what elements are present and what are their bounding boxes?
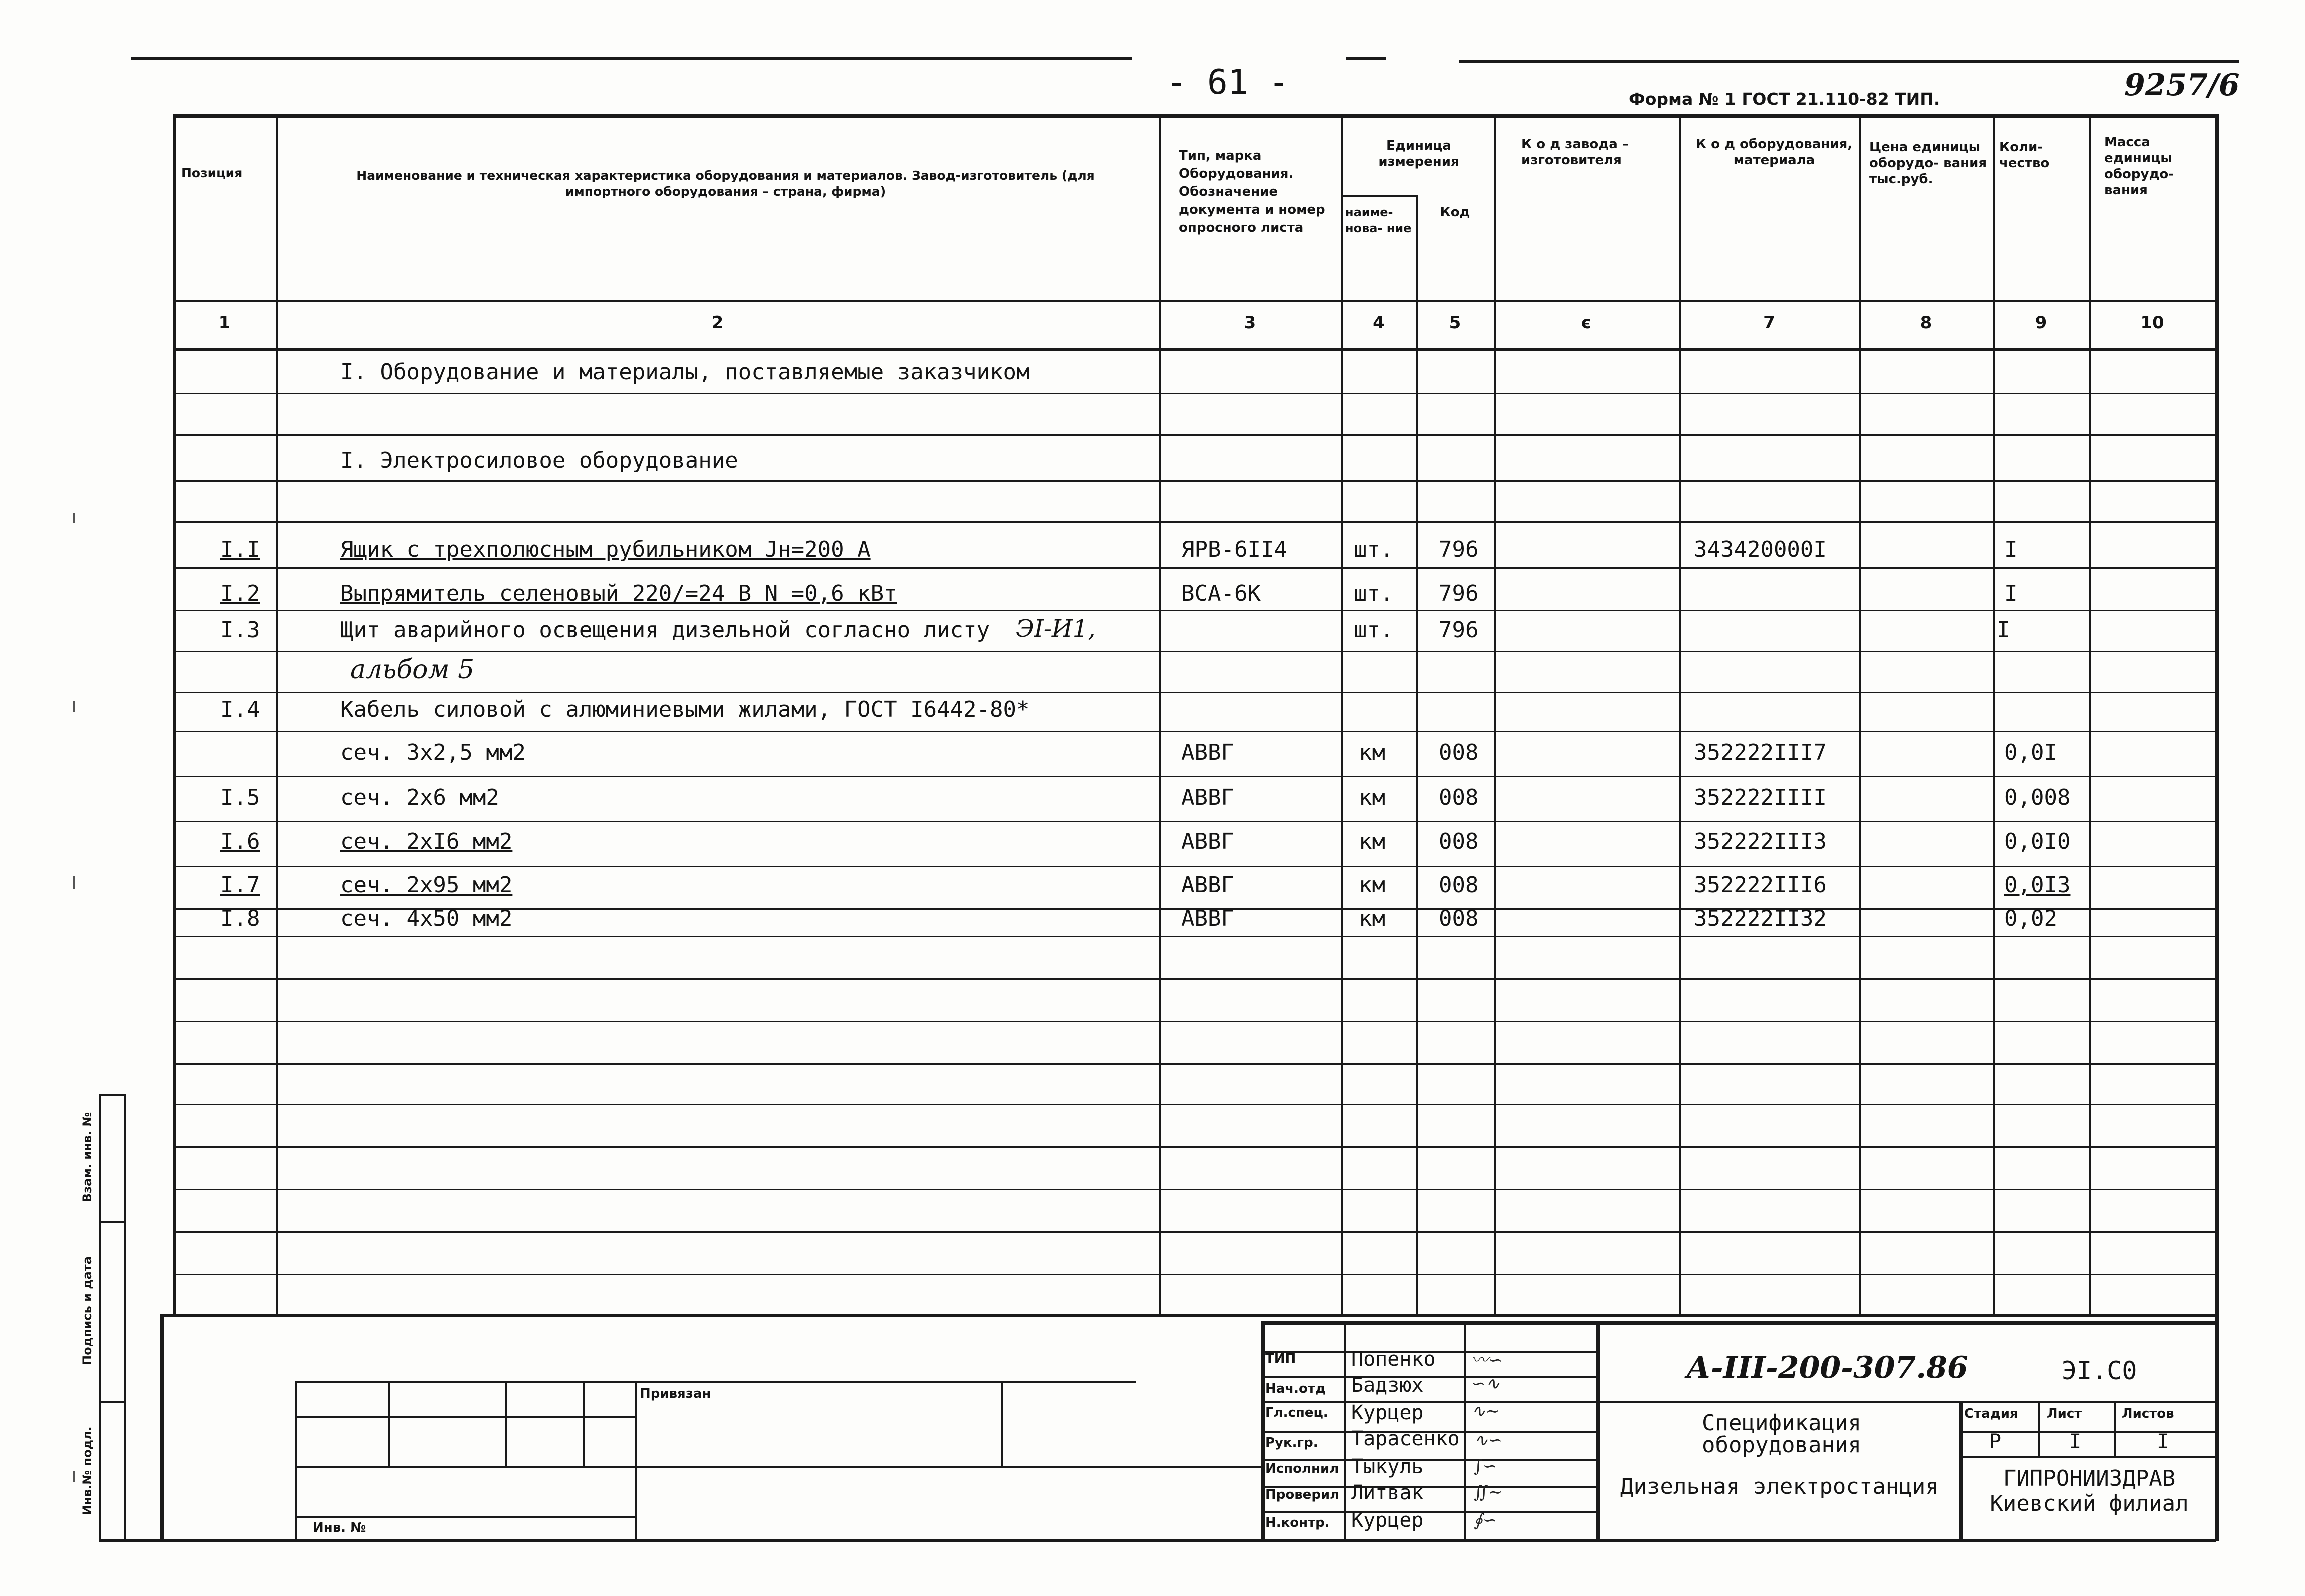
side-inv-orig: Инв.№ подл. bbox=[80, 1426, 94, 1515]
document-title: Спецификация оборудования bbox=[1702, 1410, 1861, 1458]
colnum-8: 8 bbox=[1920, 313, 1932, 333]
col10-header: Масса единицы оборудо- вания bbox=[2104, 135, 2174, 198]
table-right-border bbox=[2215, 114, 2219, 1315]
scan-mark bbox=[73, 513, 75, 523]
staff-name: Тарасенко bbox=[1351, 1427, 1460, 1450]
row-unit-code: 008 bbox=[1439, 740, 1479, 765]
table-bottom-border bbox=[160, 1314, 2215, 1317]
staff-role: Нач.отд bbox=[1265, 1381, 1326, 1396]
colnum-3: 3 bbox=[1244, 313, 1256, 333]
stage-label: Стадия bbox=[1964, 1406, 2018, 1421]
row-equipment-code: 352222III3 bbox=[1694, 829, 1827, 854]
staff-name: Курцер bbox=[1351, 1401, 1424, 1424]
row-position: I.2 bbox=[220, 581, 260, 606]
staff-name: Бадзюх bbox=[1351, 1374, 1424, 1397]
organization-line-2: Киевский филиал bbox=[1990, 1491, 2189, 1516]
document-mark: ЭI.С0 bbox=[2062, 1356, 2137, 1385]
row-unit-code: 008 bbox=[1439, 829, 1479, 854]
staff-name: Тыкуль bbox=[1351, 1455, 1424, 1478]
stage-value: Р bbox=[1989, 1430, 2002, 1453]
row-position: I.4 bbox=[220, 697, 260, 722]
scan-mark bbox=[73, 701, 75, 712]
table-left-border bbox=[173, 114, 176, 1315]
signature: ∿∼ bbox=[1471, 1401, 1500, 1421]
row-type: АВВГ bbox=[1181, 872, 1234, 898]
staff-role: Рук.гр. bbox=[1265, 1435, 1318, 1450]
unit-group-split bbox=[1341, 195, 1416, 197]
row-position: I.3 bbox=[220, 617, 260, 643]
row-quantity: 0,008 bbox=[2004, 785, 2071, 810]
row-position: I.5 bbox=[220, 785, 260, 810]
sheet-value: I bbox=[2069, 1430, 2082, 1453]
staff-name: Литвак bbox=[1351, 1481, 1424, 1504]
organization-name bbox=[1964, 1466, 2214, 1516]
row-type: АВВГ bbox=[1181, 906, 1234, 931]
side-replace-inv: Взам. инв. № bbox=[80, 1112, 94, 1203]
row-quantity: I bbox=[1997, 617, 2010, 643]
row-quantity: I bbox=[2004, 581, 2018, 606]
staff-name: Попенко bbox=[1351, 1348, 1436, 1371]
row-unit: км bbox=[1359, 785, 1385, 810]
row-name-handwritten: ЭI-И1, bbox=[1016, 615, 1096, 643]
col6-header: К о д завода – изготовителя bbox=[1521, 137, 1629, 168]
form-header: Форма № 1 ГОСТ 21.110-82 ТИП. bbox=[1629, 89, 1940, 109]
section-sub-heading: I. Электросиловое оборудование bbox=[340, 448, 738, 473]
privyazan-label: Привязан bbox=[640, 1386, 711, 1401]
sheets-value: I bbox=[2157, 1430, 2169, 1453]
side-sign-date: Подпись и дата bbox=[80, 1256, 94, 1365]
signature: 〰∽ bbox=[1471, 1350, 1503, 1370]
row-name: сеч. 2хI6 мм2 bbox=[340, 829, 513, 854]
colnum-10: 10 bbox=[2140, 313, 2164, 333]
colnum-5: 5 bbox=[1449, 313, 1461, 333]
signature: ∫∽ bbox=[1474, 1456, 1497, 1476]
inv-no-label: Инв. № bbox=[313, 1520, 366, 1535]
row-name: Ящик с трехполюсным рубильником Jн=200 А bbox=[340, 537, 871, 562]
staff-name: Курцер bbox=[1351, 1509, 1424, 1532]
col3-header: Тип, марка Оборудования. Обозначение документа и номер опросного листа bbox=[1179, 148, 1325, 235]
row-type: ЯРВ-6II4 bbox=[1181, 537, 1287, 562]
row-unit-code: 008 bbox=[1439, 906, 1479, 931]
colnum-1: 1 bbox=[218, 313, 231, 333]
row-type: ВСА-6К bbox=[1181, 581, 1261, 606]
colnum-2: 2 bbox=[711, 313, 724, 333]
row-name: Выпрямитель селеновый 220/=24 В N =0,6 кВт bbox=[340, 581, 897, 606]
colnum-bottom-line bbox=[173, 348, 2215, 351]
row-position: I.I bbox=[220, 537, 260, 562]
col2-header: Наименование и техническая характеристика оборудования и материалов. Завод-изготовитель (для импортного оборудования – страна, фирма) bbox=[356, 168, 1095, 199]
row-equipment-code: 352222II32 bbox=[1694, 906, 1827, 931]
top-rule-mid bbox=[1346, 57, 1386, 60]
staff-role: ТИП bbox=[1265, 1351, 1296, 1366]
page-bottom-border bbox=[99, 1539, 2216, 1542]
colnum-6: є bbox=[1581, 313, 1592, 333]
row-name: сеч. 2х95 мм2 bbox=[340, 872, 513, 898]
colnum-9: 9 bbox=[2035, 313, 2047, 333]
row-unit: км bbox=[1359, 829, 1385, 854]
row-equipment-code: 352222III7 bbox=[1694, 740, 1827, 765]
row-position: I.8 bbox=[220, 906, 260, 931]
row-name: сеч. 2х6 мм2 bbox=[340, 785, 499, 810]
row-quantity: 0,0I3 bbox=[2004, 872, 2071, 898]
row-quantity: 0,02 bbox=[2004, 906, 2057, 931]
section-main-heading: I. Оборудование и материалы, поставляемые заказчиком bbox=[340, 359, 1030, 385]
signature: ∽∿ bbox=[1471, 1374, 1500, 1394]
row-unit-code: 796 bbox=[1439, 617, 1479, 643]
row-unit-code: 796 bbox=[1439, 581, 1479, 606]
row-equipment-code: 343420000I bbox=[1694, 537, 1827, 562]
row-unit: шт. bbox=[1354, 537, 1394, 562]
row-position: I.6 bbox=[220, 829, 260, 854]
scan-mark bbox=[73, 1471, 75, 1482]
row-name: сеч. 4х50 мм2 bbox=[340, 906, 513, 931]
row-unit: км bbox=[1359, 872, 1385, 898]
row-type: АВВГ bbox=[1181, 829, 1234, 854]
col8-header: Цена единицы оборудо- вания тыс.руб. bbox=[1869, 140, 1987, 187]
staff-role: Н.контр. bbox=[1265, 1515, 1330, 1530]
staff-role: Гл.спец. bbox=[1265, 1405, 1328, 1420]
row-quantity: 0,0I0 bbox=[2004, 829, 2071, 854]
top-rule-left bbox=[131, 57, 1132, 60]
row-equipment-code: 352222III6 bbox=[1694, 872, 1827, 898]
object-title: Дизельная электростанция bbox=[1620, 1474, 1939, 1499]
row-name: Кабель силовой с алюминиевыми жилами, ГОСТ I6442-80* bbox=[340, 697, 1030, 722]
sheets-label: Листов bbox=[2122, 1406, 2174, 1421]
organization-line-1: ГИПРОНИИЗДРАВ bbox=[2003, 1466, 2176, 1491]
row-name: Щит аварийного освещения дизельной согласно листу bbox=[340, 617, 990, 643]
row-quantity: 0,0I bbox=[2004, 740, 2057, 765]
header-bottom-line bbox=[173, 300, 2215, 302]
row-unit: шт. bbox=[1354, 581, 1394, 606]
row-unit: шт. bbox=[1354, 617, 1394, 643]
row-position: I.7 bbox=[220, 872, 260, 898]
row-unit-code: 008 bbox=[1439, 785, 1479, 810]
row-type: АВВГ bbox=[1181, 785, 1234, 810]
signature: ∿∽ bbox=[1474, 1430, 1502, 1450]
staff-role: Проверил bbox=[1265, 1487, 1340, 1502]
col7-header: К о д оборудования, материала bbox=[1695, 137, 1853, 168]
colnum-4: 4 bbox=[1373, 313, 1385, 333]
row-equipment-code: 352222IIII bbox=[1694, 785, 1827, 810]
unit-group-header: Единица измерения bbox=[1378, 138, 1459, 169]
col1-header: Позиция bbox=[181, 166, 243, 180]
staff-role: Исполнил bbox=[1265, 1461, 1339, 1476]
top-rule-right bbox=[1459, 60, 2239, 63]
signature: ∬∼ bbox=[1474, 1482, 1503, 1502]
page-number: - 61 - bbox=[1166, 63, 1289, 102]
scan-mark bbox=[73, 876, 75, 889]
row-name-handwritten: альбом 5 bbox=[350, 655, 475, 685]
row-type: АВВГ bbox=[1181, 740, 1234, 765]
table-top-border bbox=[173, 114, 2215, 118]
sheet-label: Лист bbox=[2047, 1406, 2082, 1421]
row-unit-code: 008 bbox=[1439, 872, 1479, 898]
colnum-7: 7 bbox=[1763, 313, 1775, 333]
col4-header: наиме- нова- ние bbox=[1345, 205, 1412, 235]
row-unit: км bbox=[1359, 906, 1385, 931]
sheet-code: 9257/6 bbox=[2124, 68, 2240, 103]
row-name: сеч. 3х2,5 мм2 bbox=[340, 740, 526, 765]
row-quantity: I bbox=[2004, 537, 2018, 562]
col9-header: Коли- чество bbox=[1999, 140, 2050, 171]
col5-header: Код bbox=[1440, 205, 1470, 220]
document-designation: А-III-200-307.86 bbox=[1686, 1350, 1968, 1385]
signature: ∮∽ bbox=[1474, 1510, 1497, 1530]
row-unit-code: 796 bbox=[1439, 537, 1479, 562]
row-unit: км bbox=[1359, 740, 1385, 765]
